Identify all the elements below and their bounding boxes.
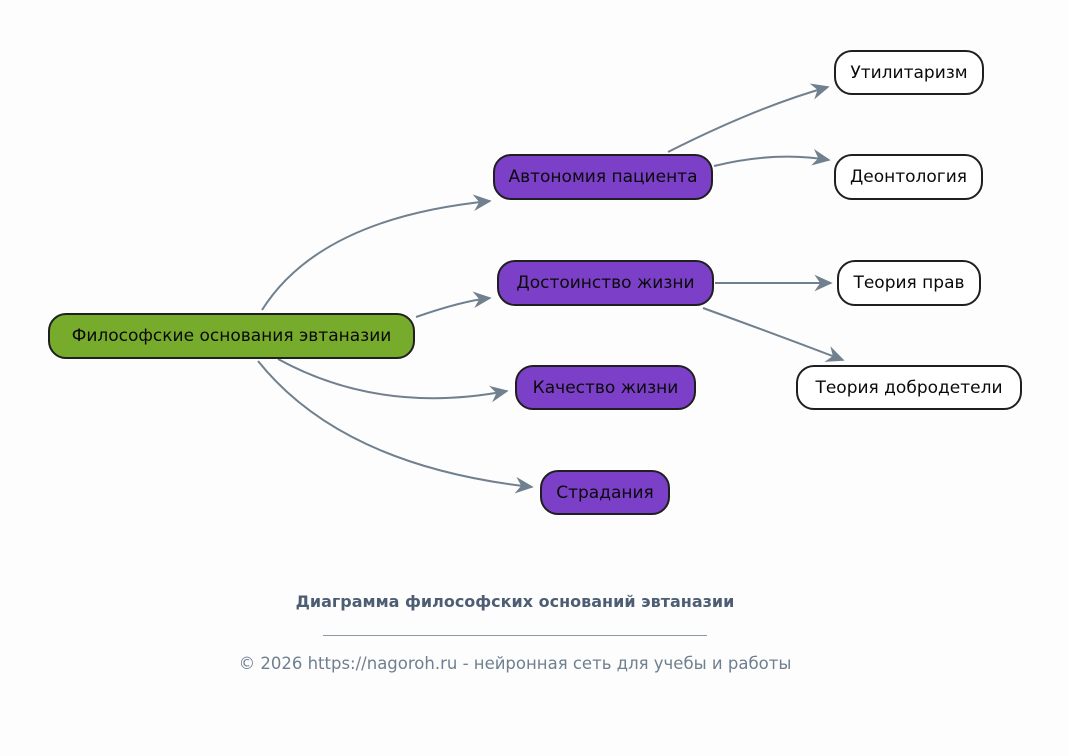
- node-root-philosophical-foundations: Философские основания эвтаназии: [48, 313, 415, 359]
- edge-autonomy-to-deontology: [714, 157, 829, 166]
- edge-root-to-dignity: [416, 298, 490, 317]
- node-rights-theory: Теория прав: [837, 260, 981, 306]
- edge-autonomy-to-utilitarianism: [668, 87, 828, 152]
- node-suffering: Страдания: [540, 470, 670, 515]
- node-deontology: Деонтология: [834, 154, 983, 200]
- footer-divider: [323, 635, 707, 636]
- node-patient-autonomy: Автономия пациента: [493, 154, 713, 200]
- node-virtue-theory: Теория добродетели: [796, 365, 1022, 410]
- edge-root-to-quality: [278, 359, 507, 398]
- edge-root-to-autonomy: [262, 201, 490, 310]
- edge-dignity-to-virtue: [703, 308, 843, 360]
- footer-copyright: © 2026 https://nagoroh.ru - нейронная сеть для учебы и работы: [238, 654, 792, 673]
- diagram-caption: Диаграмма философских оснований эвтаназии: [295, 592, 735, 611]
- node-quality-of-life: Качество жизни: [515, 365, 696, 410]
- node-dignity-of-life: Достоинство жизни: [497, 260, 714, 306]
- footer: [0, 592, 1030, 673]
- edge-root-to-suffering: [258, 361, 532, 487]
- node-utilitarianism: Утилитаризм: [834, 50, 984, 95]
